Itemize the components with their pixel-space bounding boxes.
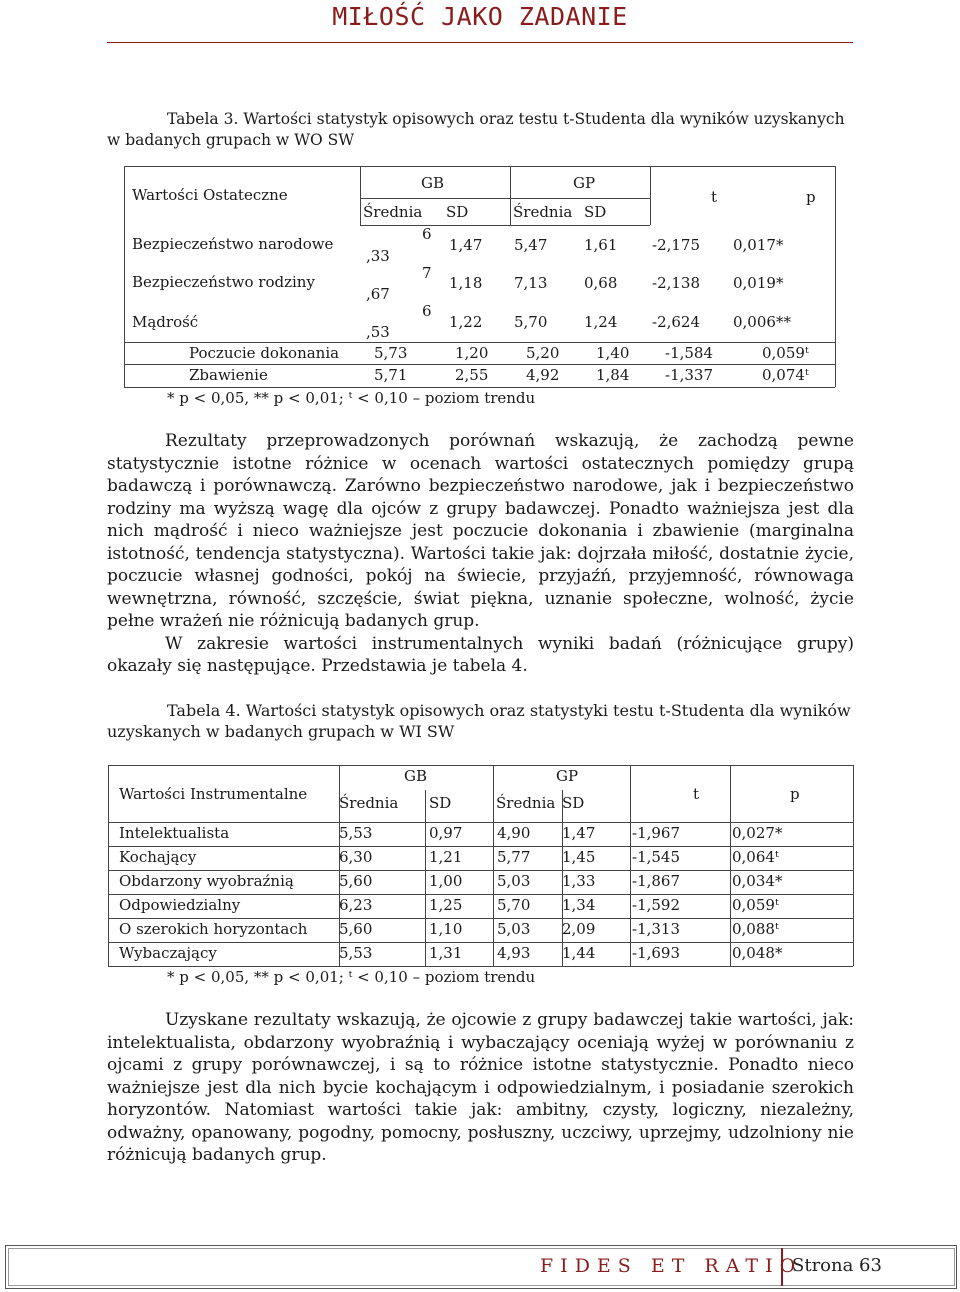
table4-header-p: p <box>790 785 800 803</box>
footer-journal-name: FIDES ET RATIO <box>540 1255 803 1277</box>
table3-cell-mean1-decimal: ,53 <box>366 323 390 341</box>
table3-cell-sd2: 1,40 <box>596 344 630 362</box>
table4-rule <box>108 822 853 823</box>
table3-header-sd1: SD <box>446 203 469 221</box>
table4-rule <box>108 846 853 847</box>
table4-cell-mean2: 4,93 <box>497 944 531 962</box>
table3-header-t: t <box>711 188 718 206</box>
table3-cell-sd1: 1,47 <box>449 236 483 254</box>
table3-caption-line1: Tabela 3. Wartości statystyk opisowych oraz testu t-Studenta dla wyników uzyskanych <box>167 110 845 128</box>
table4-header-sd1: SD <box>429 794 452 812</box>
table4-row-label: Obdarzony wyobraźnią <box>119 872 294 890</box>
table4-row-label: O szerokich horyzontach <box>119 920 308 938</box>
table3-cell-sd2: 1,61 <box>584 236 618 254</box>
table3-cell-t: -2,624 <box>652 313 701 331</box>
table3-row-label: Poczucie dokonania <box>189 344 340 362</box>
table4-rule <box>108 918 853 919</box>
table4-cell-sd1: 0,97 <box>429 824 463 842</box>
table4-cell-sd2: 2,09 <box>562 920 596 938</box>
table4-rule <box>730 765 731 966</box>
table4-cell-t: -1,967 <box>632 824 681 842</box>
table4-cell-t: -1,867 <box>632 872 681 890</box>
table3-cell-t: -1,584 <box>665 344 714 362</box>
table3-cell-mean2: 5,47 <box>514 236 548 254</box>
table4-rule <box>630 765 631 966</box>
table4-header-mean1: Średnia <box>339 794 399 812</box>
table3-header-sd2: SD <box>584 203 607 221</box>
table3-header-mean1: Średnia <box>363 203 423 221</box>
table4-rule <box>108 966 853 967</box>
table3-cell-mean1: 7 <box>422 264 432 282</box>
paragraph-text: W zakresie wartości instrumentalnych wyniki badań (różnicujące grupy) okazały się następujące. Przedstawia je tabela 4. <box>107 633 854 676</box>
table3-cell-mean1: 6 <box>422 302 432 320</box>
table3-cell-p: 0,019* <box>733 274 784 292</box>
table4-rule <box>108 765 853 766</box>
paragraph-text: Rezultaty przeprowadzonych porównań wskazują, że zachodzą pewne statystycznie istotne różnice w ocenach wartości ostatecznych pomiędzy grupą badawczą i porównawczą. Zarówno bezpieczeństwo narodowe, jak i bezpieczeństwo rodziny ma wyższą wagę dla ojców z grupy badawczej. Ponadto ważniejsza jest dla nich mądrość i nieco ważniejsze jest poczucie dokonania i zbawienie (marginalna istotność, tendencja statystyczna). Wartości takie jak: dojrzała miłość, dostatnie życie, poczucie własnej godności, pokój na świecie, przyjaźń, przyjemność, równowaga wewnętrzna, równość, szczęście, świat piękna, uznanie społeczne, wolność, życie pełne wrażeń nie różnicują badanych grup. <box>107 431 854 631</box>
table3-cell-t: -2,175 <box>652 236 701 254</box>
table4-header-sd2: SD <box>562 794 585 812</box>
table4-cell-mean2: 4,90 <box>497 824 531 842</box>
table3-cell-p: 0,074ᵗ <box>762 366 809 384</box>
table4-cell-sd2: 1,45 <box>562 848 596 866</box>
table4-rule <box>493 765 494 966</box>
table4-cell-sd2: 1,47 <box>562 824 596 842</box>
table4-rule <box>108 870 853 871</box>
table4-header-mean2: Średnia <box>496 794 556 812</box>
table3-cell-sd1: 1,20 <box>455 344 489 362</box>
table4-rule <box>853 765 854 966</box>
table4-cell-p: 0,064ᵗ <box>732 848 779 866</box>
table4-cell-mean2: 5,03 <box>497 920 531 938</box>
table3-header-gp: GP <box>573 174 596 192</box>
table4-row-label: Kochający <box>119 848 197 866</box>
table3-cell-mean2: 5,20 <box>526 344 560 362</box>
table4-cell-t: -1,693 <box>632 944 681 962</box>
table4-cell-p: 0,088ᵗ <box>732 920 779 938</box>
table4-cell-sd1: 1,00 <box>429 872 463 890</box>
table3-cell-mean1-decimal: ,33 <box>366 247 390 265</box>
table4-rule <box>108 765 109 966</box>
table4-cell-p: 0,034* <box>732 872 783 890</box>
paragraph-text: Uzyskane rezultaty wskazują, że ojcowie z grupy badawczej takie wartości, jak: intelektualista, obdarzony wyobraźnią i wybaczający oceniają wyżej w porównaniu z ojcami z grupy porównawczej, i są to różnice istotne statystycznie. Ponadto nieco ważniejsze jest dla nich bycie kochającym i odpowiedzialnym, i posiadanie szerokich horyzontów. Natomiast wartości takie jak: ambitny, czysty, logiczny, niezależny, odważny, opanowany, pogodny, pomocny, posłuszny, uczciwy, uprzejmy, udzolniony nie różnicują badanych grup. <box>107 1010 854 1165</box>
table3-header-mean2: Średnia <box>513 203 573 221</box>
table4-note: * p < 0,05, ** p < 0,01; ᵗ < 0,10 – poziom trendu <box>167 968 536 986</box>
table4-caption-line2: uzyskanych w badanych grupach w WI SW <box>107 722 455 741</box>
footer-page-number: Strona 63 <box>792 1255 882 1276</box>
table3-cell-sd1: 2,55 <box>455 366 489 384</box>
table4-cell-mean1: 5,53 <box>339 944 373 962</box>
table3-cell-mean1: 5,73 <box>374 344 408 362</box>
table4-cell-p: 0,027* <box>732 824 783 842</box>
table3-cell-p: 0,059ᵗ <box>762 344 809 362</box>
table4-header-values: Wartości Instrumentalne <box>119 785 308 803</box>
table3-cell-mean2: 7,13 <box>514 274 548 292</box>
table4-header-gb: GB <box>404 767 428 785</box>
table3-header-p: p <box>806 188 816 206</box>
table4-cell-t: -1,313 <box>632 920 681 938</box>
table3-cell-mean1: 5,71 <box>374 366 408 384</box>
table4-row-label: Intelektualista <box>119 824 230 842</box>
table4-row-label: Wybaczający <box>119 944 217 962</box>
body-paragraph-2 <box>107 1009 854 1167</box>
table3-header-values: Wartości Ostateczne <box>132 186 288 204</box>
table4-cell-p: 0,048* <box>732 944 783 962</box>
table3-cell-sd1: 1,22 <box>449 313 483 331</box>
running-header-title: MIŁOŚĆ JAKO ZADANIE <box>332 2 628 31</box>
table3-cell-sd2: 1,84 <box>596 366 630 384</box>
table3-cell-mean2: 5,70 <box>514 313 548 331</box>
table3-row-label: Bezpieczeństwo narodowe <box>132 235 334 253</box>
table4-rule <box>108 894 853 895</box>
table4-cell-sd2: 1,34 <box>562 896 596 914</box>
table4-rule <box>425 790 426 966</box>
table4-cell-sd1: 1,25 <box>429 896 463 914</box>
table4-cell-sd2: 1,33 <box>562 872 596 890</box>
table3-cell-p: 0,017* <box>733 236 784 254</box>
table3-note: * p < 0,05, ** p < 0,01; ᵗ < 0,10 – poziom trendu <box>167 389 536 407</box>
table4-cell-sd1: 1,21 <box>429 848 463 866</box>
table3-row-label: Zbawienie <box>189 366 268 384</box>
table4-cell-mean2: 5,70 <box>497 896 531 914</box>
table4-cell-sd1: 1,10 <box>429 920 463 938</box>
table4-cell-p: 0,059ᵗ <box>732 896 779 914</box>
table3-header-gb: GB <box>421 174 445 192</box>
table3-cell-t: -2,138 <box>652 274 701 292</box>
table4-cell-mean1: 6,23 <box>339 896 373 914</box>
table4-row-label: Odpowiedzialny <box>119 896 241 914</box>
table4-rule <box>108 942 853 943</box>
table4-cell-t: -1,545 <box>632 848 681 866</box>
table4-cell-mean2: 5,77 <box>497 848 531 866</box>
table3-caption-line2: w badanych grupach w WO SW <box>107 131 355 149</box>
table4-cell-sd1: 1,31 <box>429 944 463 962</box>
table3-cell-mean2: 4,92 <box>526 366 560 384</box>
table3-cell-t: -1,337 <box>665 366 714 384</box>
table4-caption-line1: Tabela 4. Wartości statystyk opisowych oraz statystyki testu t-Studenta dla wyników <box>167 701 851 720</box>
table3-cell-mean1: 6 <box>422 225 432 243</box>
table4-cell-sd2: 1,44 <box>562 944 596 962</box>
table3-cell-sd1: 1,18 <box>449 274 483 292</box>
table4-cell-mean1: 5,53 <box>339 824 373 842</box>
table4-cell-t: -1,592 <box>632 896 681 914</box>
table3-row-label: Mądrość <box>132 313 199 331</box>
table4-header-t: t <box>693 785 700 803</box>
table4-cell-mean1: 5,60 <box>339 920 373 938</box>
table4-cell-mean1: 6,30 <box>339 848 373 866</box>
table3-cell-sd2: 1,24 <box>584 313 618 331</box>
table3-row-label: Bezpieczeństwo rodziny <box>132 273 315 291</box>
table4-cell-mean1: 5,60 <box>339 872 373 890</box>
table4-header-gp: GP <box>556 767 579 785</box>
table3-cell-p: 0,006** <box>733 313 791 331</box>
table3-cell-sd2: 0,68 <box>584 274 618 292</box>
table3-cell-mean1-decimal: ,67 <box>366 285 390 303</box>
table4-cell-mean2: 5,03 <box>497 872 531 890</box>
